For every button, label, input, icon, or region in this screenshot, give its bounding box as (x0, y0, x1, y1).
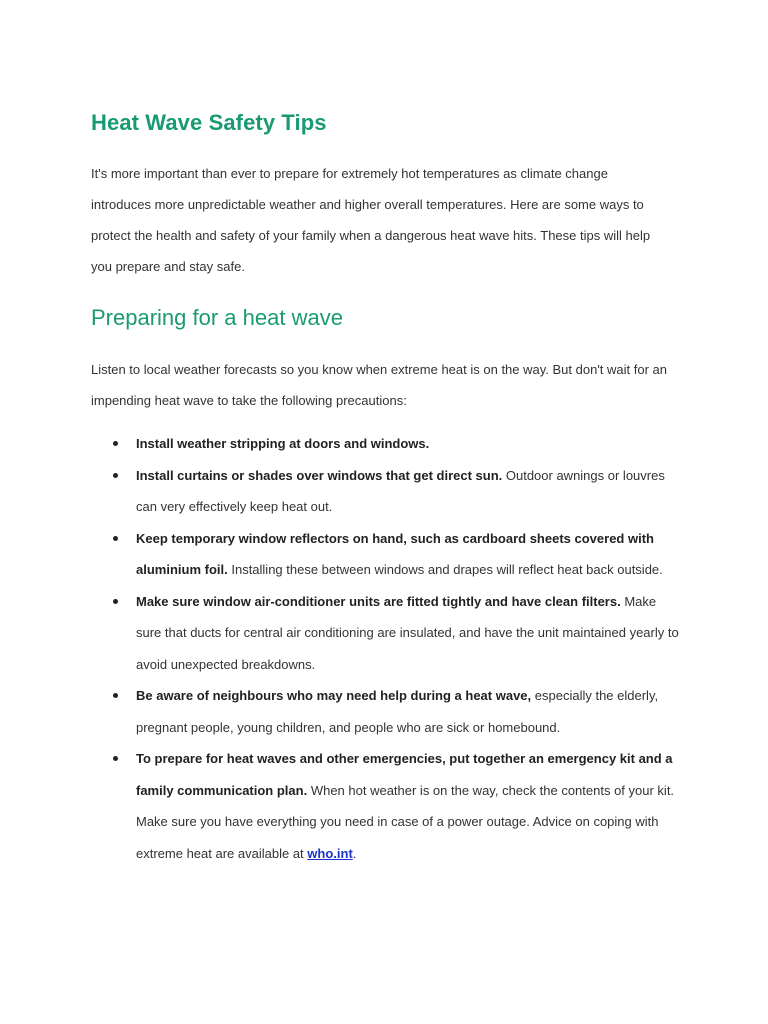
list-item (91, 428, 683, 460)
tip-text: Installing these between windows and drapes will reflect heat back outside. (227, 562, 663, 577)
list-item (91, 523, 683, 586)
tip-text-after: . (352, 845, 357, 861)
tip-bold-text: Keep temporary window reflectors on hand, such as cardboard sheets covered with aluminium foil. (136, 530, 654, 577)
section-lead-paragraph: Listen to local weather forecasts so you know when extreme heat is on the way. But don't wait for an impending heat wave to take the following precautions: (91, 362, 667, 408)
page-title: Heat Wave Safety Tips (91, 110, 327, 135)
intro-paragraph: It's more important than ever to prepare for extremely hot temperatures as climate change introduces more unpredictable weather and higher overall temperatures. Here are some ways to protect the health and safety of your family when a dangerous heat wave hits. These tips will help you prepare and stay safe. (91, 166, 651, 274)
list-item (91, 586, 683, 681)
list-item (91, 460, 683, 523)
tip-text: When hot weather is on the way, check the contents of your kit. Make sure you have everything you need in case of a power outage. Advice on coping with extreme heat are available at (136, 782, 675, 861)
who-int-link[interactable]: who.int (307, 845, 353, 861)
tip-bold-text: Install curtains or shades over windows that get direct sun. (136, 467, 503, 483)
tip-bold-text: Be aware of neighbours who may need help during a heat wave, (136, 688, 532, 703)
section-heading: Preparing for a heat wave (91, 305, 343, 330)
tip-text: Outdoor awnings or louvres can very effectively keep heat out. (136, 467, 665, 514)
tip-bold-text: Make sure window air-conditioner units are fitted tightly and have clean filters. (136, 593, 621, 609)
tip-bold-text: Install weather stripping at doors and windows. (136, 436, 430, 451)
tip-text: Make sure that ducts for central air conditioning are insulated, and have the unit maintained yearly to avoid unexpected breakdowns. (136, 593, 679, 672)
tips-list (91, 428, 683, 869)
list-item (91, 680, 683, 743)
tip-bold-text: To prepare for heat waves and other emergencies, put together an emergency kit and a family communication plan. (136, 751, 673, 798)
tip-text: especially the elderly, pregnant people, young children, and people who are sick or homebound. (136, 688, 659, 735)
document-page (91, 108, 691, 869)
list-item (91, 743, 683, 869)
